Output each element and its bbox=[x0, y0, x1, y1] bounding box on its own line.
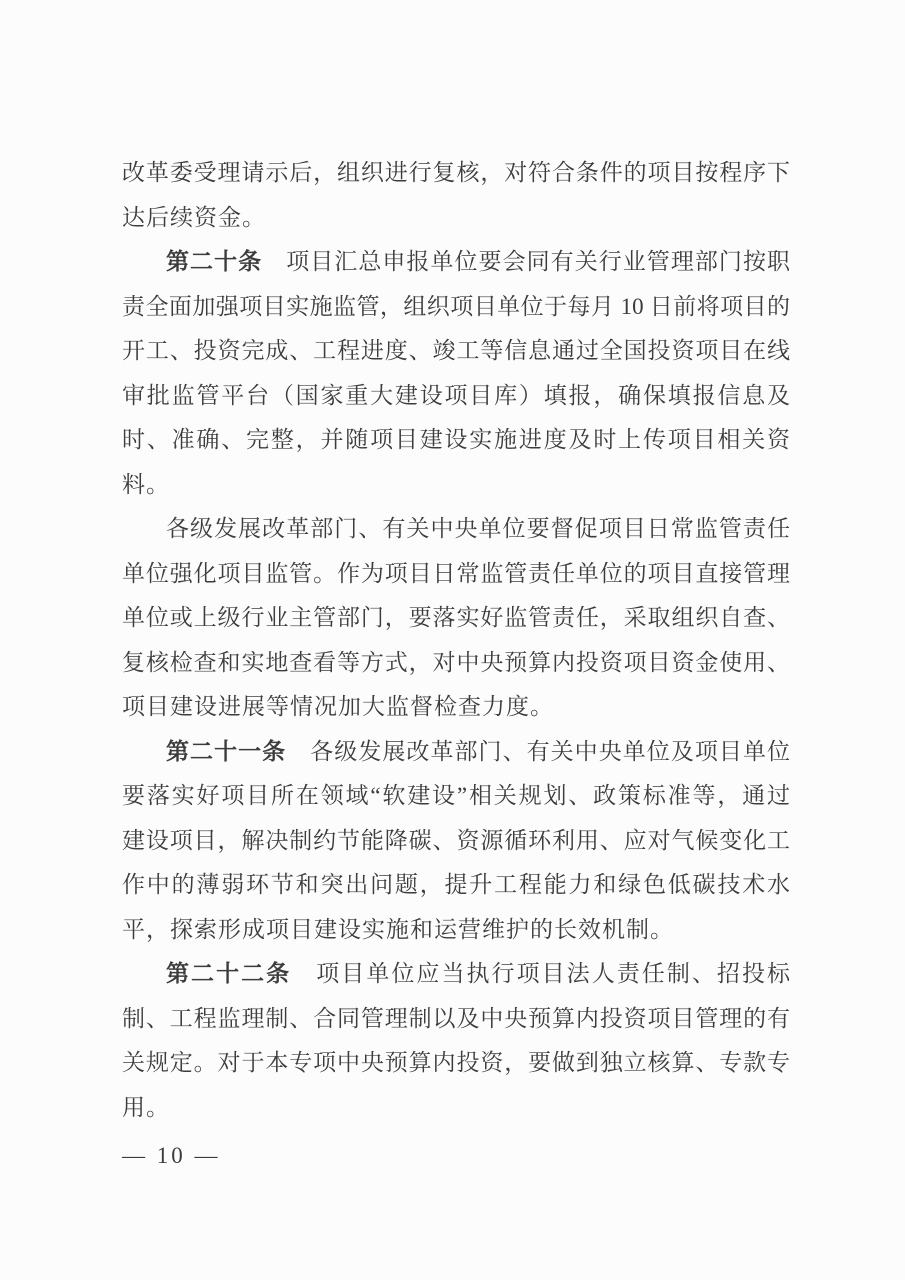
page-number: — 10 — bbox=[122, 1143, 221, 1168]
text-line: 复核检查和实地查看等方式，对中央预算内投资项目资金使用、 bbox=[122, 649, 790, 675]
text-line: 制、工程监理制、合同管理制以及中央预算内投资项目管理的有 bbox=[122, 1005, 790, 1031]
text-line: 用。 bbox=[122, 1094, 170, 1120]
text-line: 项目建设进展等情况加大监督检查力度。 bbox=[122, 694, 554, 719]
text-line: 第二十条 项目汇总申报单位要会同有关行业管理部门按职 bbox=[166, 249, 791, 274]
text-line: 时、准确、完整，并随项目建设实施进度及时上传项目相关资 bbox=[122, 427, 790, 452]
text-line: 平，探索形成项目建设实施和运营维护的长效机制。 bbox=[122, 916, 674, 942]
text-line: 作中的薄弱环节和突出问题，提升工程能力和绿色低碳技术水 bbox=[122, 872, 790, 897]
text-line: 改革委受理请示后，组织进行复核，对符合条件的项目按程序下 bbox=[122, 160, 790, 185]
text-line: 审批监管平台（国家重大建设项目库）填报，确保填报信息及 bbox=[122, 382, 790, 408]
text-line: 关规定。对于本专项中央预算内投资，要做到独立核算、专款专 bbox=[122, 1050, 790, 1075]
text-line: 责全面加强项目实施监管，组织项目单位于每月 10 日前将项目的 bbox=[122, 293, 790, 319]
text-line: 建设项目，解决制约节能降碳、资源循环利用、应对气候变化工 bbox=[122, 827, 790, 853]
text-line: 各级发展改革部门、有关中央单位要督促项目日常监管责任 bbox=[166, 516, 790, 541]
text-line: 第二十二条 项目单位应当执行项目法人责任制、招投标 bbox=[166, 961, 791, 986]
document-body bbox=[122, 151, 790, 1130]
text-line: 单位强化项目监管。作为项目日常监管责任单位的项目直接管理 bbox=[122, 560, 790, 586]
text-line: 单位或上级行业主管部门，要落实好监管责任，采取组织自查、 bbox=[122, 605, 790, 630]
text-line: 要落实好项目所在领域“软建设”相关规划、政策标准等，通过 bbox=[122, 783, 790, 808]
text-line: 料。 bbox=[122, 471, 170, 497]
article-heading: 第二十一条 bbox=[166, 738, 287, 764]
article-heading: 第二十条 bbox=[166, 249, 263, 274]
article-heading: 第二十二条 bbox=[166, 961, 292, 986]
text-line: 达后续资金。 bbox=[122, 204, 266, 230]
text-line: 开工、投资完成、工程进度、竣工等信息通过全国投资项目在线 bbox=[122, 338, 790, 363]
text-line: 第二十一条 各级发展改革部门、有关中央单位及项目单位 bbox=[166, 738, 791, 764]
